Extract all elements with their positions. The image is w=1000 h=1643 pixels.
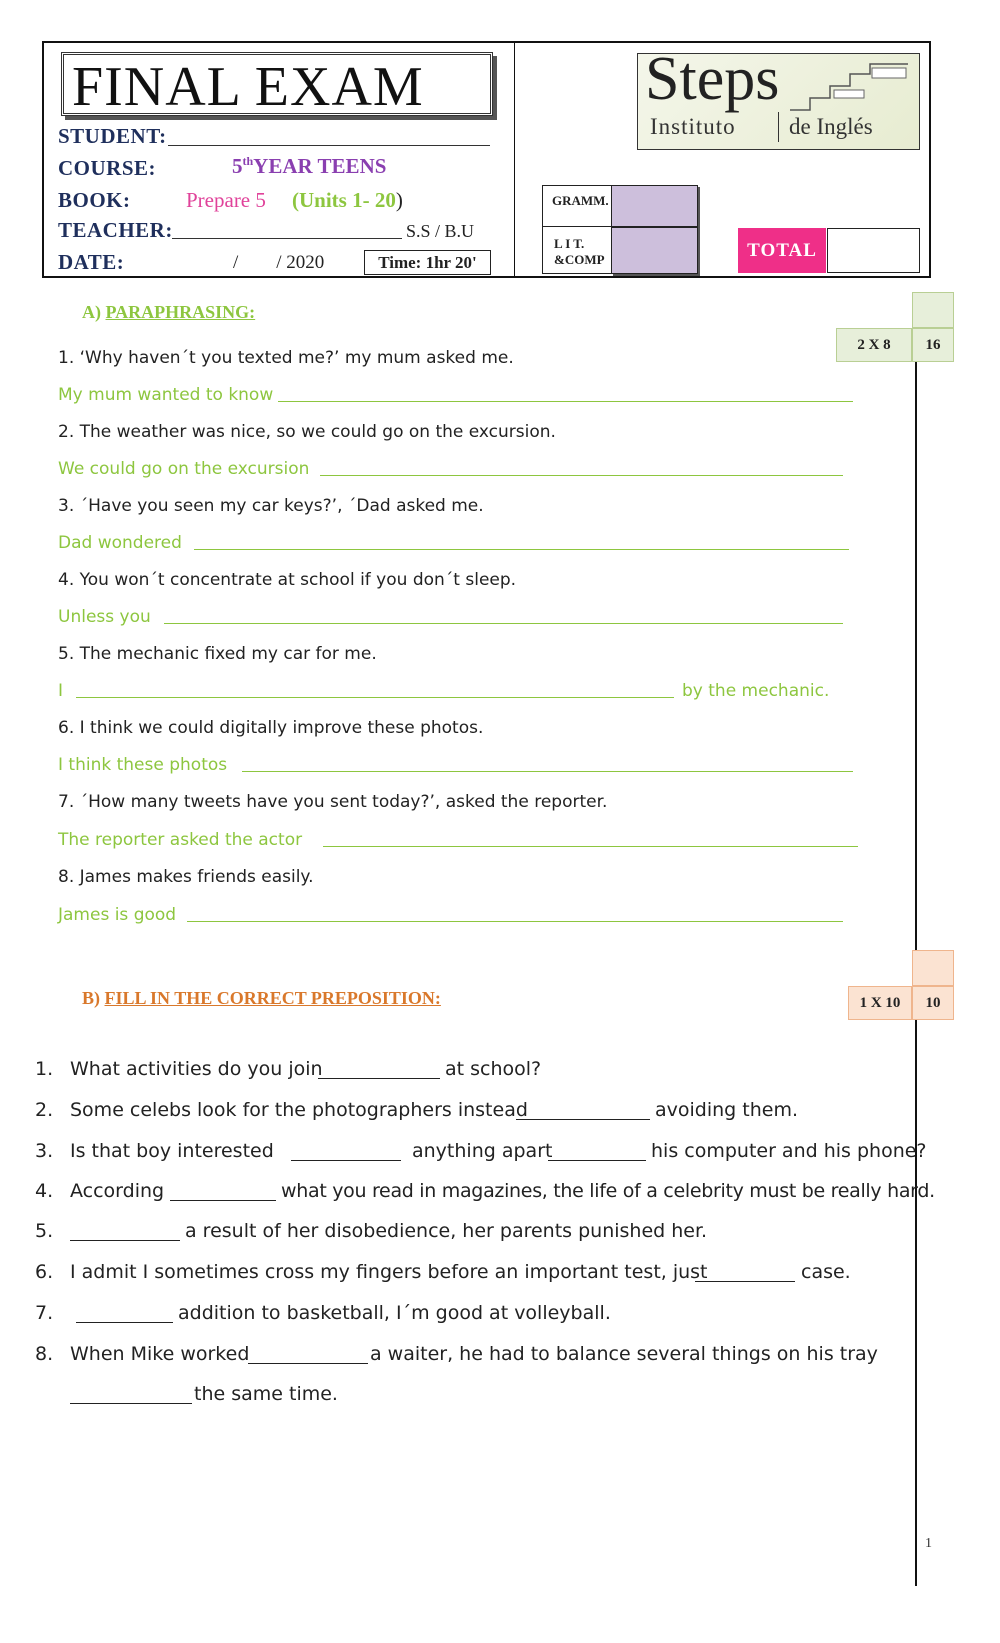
answer-line-7[interactable] — [323, 846, 858, 847]
time-box: Time: 1hr 20' — [364, 250, 491, 275]
prep-num-6: 6. — [35, 1261, 54, 1283]
lit-score-box[interactable] — [611, 227, 698, 274]
prep-blank-7[interactable] — [76, 1322, 173, 1323]
section-b-formula: 1 X 10 — [848, 986, 912, 1020]
prep-num-1: 1. — [35, 1058, 54, 1080]
student-field[interactable] — [168, 145, 490, 146]
book-label: BOOK: — [58, 188, 131, 212]
total-label: TOTAL — [738, 228, 826, 273]
paraphrase-prompt-4: Unless you — [58, 607, 151, 627]
prep-text-2a: Some celebs look for the photographers instead — [70, 1099, 528, 1121]
paraphrase-question-5: 5. The mechanic fixed my car for me. — [58, 644, 377, 664]
paraphrase-prompt-5: I — [58, 681, 64, 701]
prep-num-5: 5. — [35, 1220, 54, 1242]
paraphrase-prompt-6: I think these photos — [58, 755, 228, 775]
section-b-heading: B) FILL IN THE CORRECT PREPOSITION: — [82, 988, 441, 1008]
prep-text-2b: avoiding them. — [655, 1099, 799, 1121]
date-label: DATE: — [58, 250, 125, 274]
prep-text-3b: anything apart — [412, 1140, 553, 1162]
paraphrase-prompt-8: James is good — [58, 905, 177, 925]
prep-num-8: 8. — [35, 1343, 54, 1365]
section-a-formula: 2 X 8 — [836, 328, 912, 362]
date-value: / / 2020 — [233, 252, 325, 273]
prep-text-8c: the same time. — [194, 1383, 338, 1405]
prep-num-7: 7. — [35, 1302, 54, 1324]
teacher-field[interactable] — [172, 238, 402, 239]
answer-line-5[interactable] — [76, 697, 674, 698]
paraphrase-prompt-2: We could go on the excursion — [58, 459, 310, 479]
prep-blank-3b[interactable] — [548, 1160, 646, 1161]
paraphrase-question-2: 2. The weather was nice, so we could go on the excursion. — [58, 422, 556, 442]
prep-blank-6[interactable] — [695, 1281, 795, 1282]
prep-text-1b: at school? — [445, 1058, 542, 1080]
answer-line-8[interactable] — [187, 921, 843, 922]
paraphrase-question-8: 8. James makes friends easily. — [58, 867, 314, 887]
prep-blank-8b[interactable] — [70, 1403, 192, 1404]
prep-text-6a: I admit I sometimes cross my fingers before an important test, just — [70, 1261, 708, 1283]
stairs-icon — [790, 62, 910, 112]
lit-label: L I T. — [554, 236, 585, 251]
exam-title: FINAL EXAM — [72, 56, 424, 118]
book-units: (Units 1- 20) — [292, 188, 403, 212]
prep-text-6b: case. — [801, 1261, 851, 1283]
prep-text-5: a result of her disobedience, her parents punished her. — [185, 1220, 708, 1242]
prep-text-8a: When Mike worked — [70, 1343, 250, 1365]
paraphrase-suffix-5: by the mechanic. — [682, 681, 830, 701]
prep-text-7: addition to basketball, I´m good at volleyball. — [178, 1302, 611, 1324]
prep-blank-1[interactable] — [318, 1078, 440, 1079]
prep-text-4b: what you read in magazines, the life of a celebrity must be really hard. — [281, 1180, 935, 1202]
prep-blank-8a[interactable] — [248, 1363, 368, 1364]
paraphrase-question-7: 7. ´How many tweets have you sent today?’, asked the reporter. — [58, 792, 608, 812]
prep-blank-5[interactable] — [70, 1240, 180, 1241]
prep-num-2: 2. — [35, 1099, 54, 1121]
prep-num-4: 4. — [35, 1180, 54, 1202]
paraphrase-question-1: 1. ‘Why haven´t you texted me?’ my mum asked me. — [58, 348, 514, 368]
teacher-label: TEACHER: — [58, 218, 173, 242]
prep-text-3a: Is that boy interested — [70, 1140, 274, 1162]
paraphrase-question-4: 4. You won´t concentrate at school if you don´t sleep. — [58, 570, 517, 590]
section-b-points: 10 — [912, 986, 954, 1020]
header-divider — [514, 41, 515, 278]
prep-text-8b: a waiter, he had to balance several things on his tray — [370, 1343, 878, 1365]
logo-separator — [778, 112, 779, 142]
answer-line-4[interactable] — [164, 623, 843, 624]
section-b-score-cell — [912, 950, 954, 986]
prep-text-3c: his computer and his phone? — [651, 1140, 927, 1162]
prep-blank-4[interactable] — [170, 1200, 276, 1201]
answer-line-1[interactable] — [278, 401, 853, 402]
prep-blank-2[interactable] — [516, 1119, 650, 1120]
prep-num-3: 3. — [35, 1140, 54, 1162]
paraphrase-question-6: 6. I think we could digitally improve these photos. — [58, 718, 484, 738]
prep-text-4a: According — [70, 1180, 165, 1202]
prep-blank-3a[interactable] — [291, 1160, 401, 1161]
section-a-points: 16 — [912, 328, 954, 362]
course-label: COURSE: — [58, 156, 157, 180]
paraphrase-question-3: 3. ´Have you seen my car keys?’, ´Dad asked me. — [58, 496, 484, 516]
page-number: 1 — [925, 1536, 932, 1551]
book-value: Prepare 5 — [186, 188, 266, 212]
logo-instituto: Instituto — [650, 114, 736, 139]
paraphrase-prompt-3: Dad wondered — [58, 533, 182, 553]
answer-line-6[interactable] — [242, 771, 853, 772]
total-score-box[interactable] — [827, 228, 920, 273]
comp-label: &COMP — [554, 252, 605, 267]
gramm-score-box[interactable] — [611, 185, 698, 227]
logo-de-ingles: de Inglés — [789, 114, 873, 139]
answer-line-3[interactable] — [194, 549, 849, 550]
prep-text-1a: What activities do you join — [70, 1058, 323, 1080]
logo-steps: Steps — [645, 45, 780, 113]
section-a-score-cell — [912, 292, 954, 328]
answer-line-2[interactable] — [320, 475, 843, 476]
paraphrase-prompt-7: The reporter asked the actor — [58, 830, 303, 850]
course-value: 5thYEAR TEENS — [232, 154, 387, 178]
gramm-label: GRAMM. — [552, 193, 609, 208]
paraphrase-prompt-1: My mum wanted to know — [58, 385, 274, 405]
section-a-heading: A) PARAPHRASING: — [82, 302, 256, 322]
student-label: STUDENT: — [58, 124, 167, 148]
teacher-suffix: S.S / B.U — [406, 221, 475, 241]
